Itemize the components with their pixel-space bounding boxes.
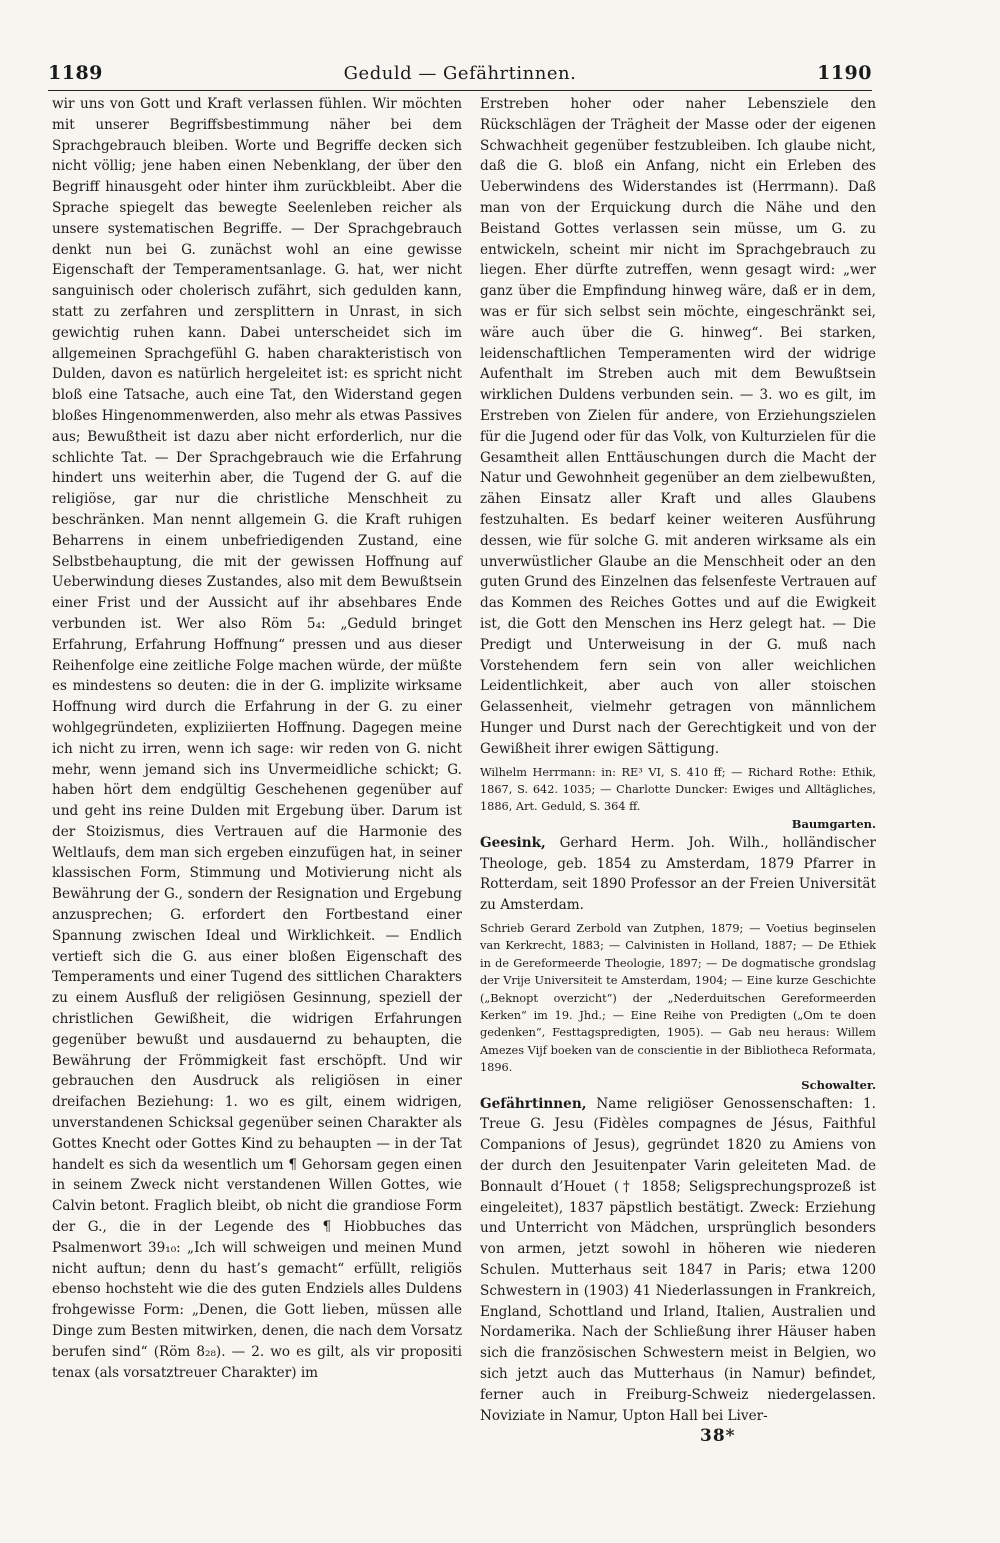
author-signature-schowalter: Schowalter. (801, 1077, 876, 1092)
entry-gefaehrtinnen-text: Name religiöser Genossenschaften: 1. Treue G. Jesu (Fidèles compagnes de Jésus, Faithful Companions of Jesus), gegründet 1820 zu Amiens von der durch den Jesuitenpater Varin geleiteten Mad. de Bonnault d’Houet († 1858; Seligsprechungsprozeß ist eingeleitet), 1837 päpstlich bestätigt. Zweck: Erziehung und Unterricht von Mädchen, ursprünglich besonders von armen, jetzt sowohl in höheren wie niederen Schulen. Mutterhaus seit 1847 in Paris; etwa 1200 Schwestern in (1903) 41 Niederlassungen in Frankreich, England, Schottland und Irland, Italien, Australien und Nordamerika. Nach der Schließung ihrer Häuser haben sich die französischen Schwestern meist in Belgien, wo sich jetzt auch das Mutterhaus (in Namur) befindet, ferner auch in Freiburg-Schweiz niedergelassen. Noviziate in Namur, Upton Hall bei Liver- (480, 1095, 876, 1424)
page-number-left: 1189 (48, 62, 103, 84)
literature-geesink: Schrieb Gerard Zerbold van Zutphen, 1879; — Voetius beginselen van Kerkrecht, 1883; — Calvinisten in Holland, 1887; — De Ethiek in de Gereformeerde Theologie, 1897; — De dogmatische grondslag der Vrije Universiteit te Amsterdam, 1904; — Eine kurze Geschichte („Beknopt overzicht“) der „Nederduitschen Gereformeerden Kerken“ im 19. Jhd.; — Eine Reihe von Predigten („Om te doen gedenken“, Festtagspredigten, 1905). — Gab neu heraus: Willem Amezes Vijf boeken van de conscientie in der Bibliotheca Reformata, 1896. (480, 921, 876, 1075)
lemma-geesink: Geesink, (480, 834, 546, 851)
page-header (48, 44, 872, 91)
author-signature-baumgarten: Baumgarten. (791, 816, 876, 831)
entry-gefaehrtinnen (480, 1094, 876, 1427)
signature-mark: 38* (700, 1426, 736, 1446)
entry-geesink (480, 833, 876, 916)
running-title: Geduld — Gefährtinnen. (343, 63, 577, 84)
literature-geduld: Wilhelm Herrmann: in: RE³ VI, S. 410 ff; — Richard Rothe: Ethik, 1867, S. 642. 1035; — Charlotte Duncker: Ewiges und Alltägliches, 1886, Art. Geduld, S. 364 ff. (480, 765, 876, 814)
page-number-right: 1190 (817, 62, 872, 84)
article-geduld-ending: Erstreben hoher oder naher Lebensziele den Rückschlägen der Trägheit der Masse oder der eigenen Schwachheit gegenüber festzubleiben. Ich glaube nicht, daß die G. bloß ein Anfang, nicht ein Erleben des Ueberwindens des Widerstandes ist (Herrmann). Daß man von der Erquickung durch die Nähe und den Beistand Gottes verlassen sein müsse, um G. zu entwickeln, scheint mir nicht im Sprachgebrauch zu liegen. Eher dürfte zutreffen, wenn gesagt wird: „wer ganz über die Empfindung hinweg wäre, daß er in dem, was er für sich selbst sein möchte, eingeschränkt sei, wäre auch über die G. hinweg“. Bei starken, leidenschaftlichen Temperamenten wird der widrige Aufenthalt im Streben auch mit dem Bewußtsein wirklichen Duldens verbunden sein. — 3. wo es gilt, im Erstreben von Zielen für andere, von Erziehungszielen für die Jugend oder für das Volk, von Kulturzielen für die Gesamtheit allen Enttäuschungen durch die Macht der Natur und Gewohnheit gegenüber an dem zielbewußten, zähen Einsatz aller Kraft und alles Glaubens festzuhalten. Es bedarf keiner weiteren Ausführung dessen, wie für solche G. mit anderen wirksame als ein unverwüstlicher Glaube an die Menschheit oder an den guten Grund des Einzelnen das felsenfeste Vertrauen auf das Kommen des Reiches Gottes und auf die Ewigkeit ist, die Gott den Menschen ins Herz gelegt hat. — Die Predigt und Unterweisung in der G. muß nach Vorstehendem fern sein von aller weichlichen Leidentlichkeit, aber auch von aller stoischen Gelassenheit, vielmehr getragen von männlichem Hunger und Durst nach der Gerechtigkeit und von der Gewißheit ihrer ewigen Sättigung. (480, 96, 876, 757)
entry-geesink-text: Gerhard Herm. Joh. Wilh., holländischer Theologe, geb. 1854 zu Amsterdam, 1879 Pfarrer in Rotterdam, seit 1890 Professor an der Freien Universität zu Amsterdam. (480, 834, 876, 914)
right-column (480, 94, 876, 1426)
left-column (52, 94, 462, 1383)
lemma-gefaehrtinnen: Gefährtinnen, (480, 1095, 587, 1112)
left-paragraph: wir uns von Gott und Kraft verlassen fühlen. Wir möchten mit unserer Begriffsbestimmung näher bei dem Sprachgebrauch bleiben. Worte und Begriffe decken sich nicht völlig; jene haben einen Nebenklang, der über den Begriff hinausgeht oder hinter ihm zurückbleibt. Aber die Sprache spiegelt das bewegte Seelenleben reicher als unsere systematischen Begriffe. — Der Sprachgebrauch denkt nun bei G. zunächst wohl an eine gewisse Eigenschaft der Temperamentsanlage. G. hat, wer nicht sanguinisch oder cholerisch zufährt, sich gedulden kann, statt zu zerfahren und zersplittern in Unrast, in sich gewichtig ruhen kann. Dabei unterscheidet sich im allgemeinen Sprachgefühl G. haben charakteristisch von Dulden, davon es natürlich hergeleitet ist: es spricht nicht bloß eine Tatsache, auch eine Tat, den Widerstand gegen bloßes Hingenommenwerden, also mehr als etwas Passives aus; Bewußtheit ist dazu aber nicht erforderlich, nur die schlichte Tat. — Der Sprachgebrauch wie die Erfahrung hindert uns weiterhin aber, die Tugend der G. auf die religiöse, gar nur die christliche Menschheit zu beschränken. Man nennt allgemein G. die Kraft ruhigen Beharrens in einem unbefriedigenden Zustand, eine Selbstbehauptung, die mit der gewissen Hoffnung auf Ueberwindung dieses Zustandes, also mit dem Bewußtsein einer Frist und der Aussicht auf ihr absehbares Ende verbunden ist. Wer also Röm 5₄: „Geduld bringet Erfahrung, Erfahrung Hoffnung“ pressen und aus dieser Reihenfolge eine zeitliche Folge machen würde, der müßte es mindestens so deuten: die in der G. implizite wirksame Hoffnung wird durch die Erfahrung in der G. zu einer wohlgegründeten, expliziierten Hoffnung. Dagegen meine ich nicht zu irren, wenn ich sage: wir reden von G. nicht mehr, wenn jemand sich ins Unvermeidliche schickt; G. haben hört dem endgültig Geschehenen gegenüber auf und geht ins reine Dulden mit Ergebung über. Darum ist der Stoizismus, dies Vertrauen auf die Harmonie des Weltlaufs, dem man sich ergeben einzufügen hat, in seiner klassischen Form, Stimmung und Motivierung nicht als Bewährung der G., sondern der Resignation und Ergebung anzusprechen; G. erfordert den Fortbestand einer Spannung zwischen Ideal und Wirklichkeit. — Endlich vertieft sich die G. aus einer bloßen Eigenschaft des Temperaments und einer Tugend des sittlichen Charakters zu einem Ausfluß der religiösen Gesinnung, speziell der christlichen Gewißheit, die widrigen Erfahrungen gegenüber bewußt und ausdauernd zu behaupten, die Bewährung der Frömmigkeit fast erschöpft. Und wir gebrauchen den Ausdruck als religiösen in einer dreifachen Beziehung: 1. wo es gilt, einem widrigen, unverstandenen Schicksal gegenüber seinen Charakter als Gottes Knecht oder Gottes Kind zu behaupten — in der Tat handelt es sich da wesentlich um ¶ Gehorsam gegen einen in seinem Zweck nicht verstandenen Willen Gottes, wie Calvin betont. Fraglich bleibt, ob nicht die grandiose Form der G., die in der Legende des ¶ Hiobbuches das Psalmenwort 39₁₀: „Ich will schweigen und meinen Mund nicht auftun; denn du hast’s gemacht“ erfüllt, religiös ebenso hochsteht wie die des guten Endziels alles Duldens frohgewisse Form: „Denen, die Gott lieben, müssen alle Dinge zum Besten mitwirken, denen, die nach dem Vorsatz berufen sind“ (Röm 8₂₈). — 2. wo es gilt, als vir propositi tenax (als vorsatztreuer Charakter) im (52, 96, 462, 1381)
